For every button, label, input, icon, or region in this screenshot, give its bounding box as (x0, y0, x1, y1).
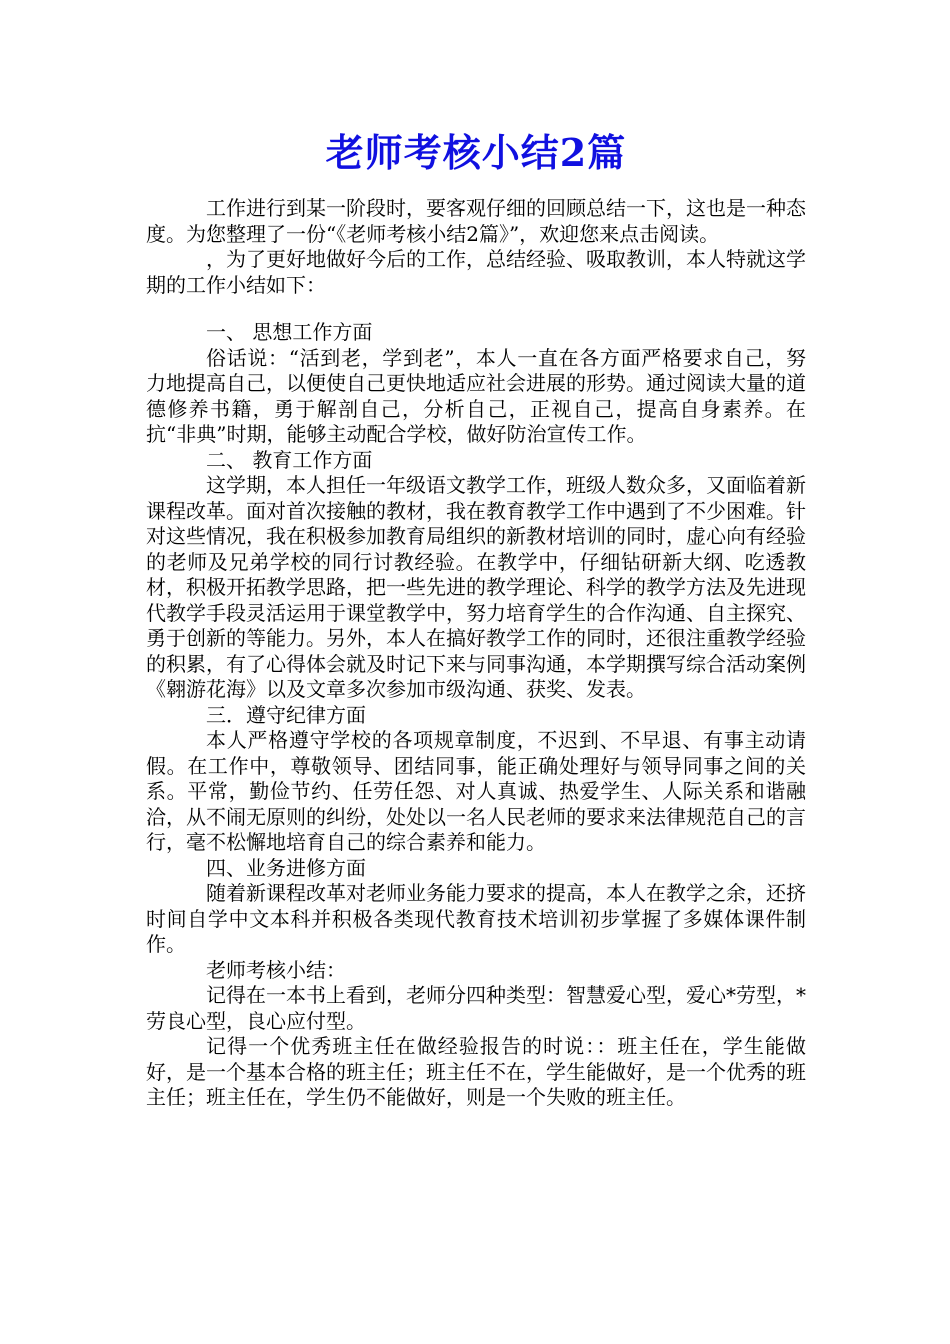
summary-paragraph-1: 记得在一本书上看到，老师分四种类型：智慧爱心型，爱心*劳型，*劳良心型，良心应付型。 (146, 983, 806, 1033)
paragraph-gap (146, 298, 806, 320)
section-heading-training: 四、业务进修方面 (206, 855, 366, 880)
section-heading-education: 二、 教育工作方面 (206, 447, 373, 472)
summary-paragraph-2: 记得一个优秀班主任在做经验报告的时说：：班主任在，学生能做好，是一个基本合格的班主任；班主任不在，学生能做好，是一个优秀的班主任；班主任在，学生仍不能做好，则是一个失败的班主任。 (146, 1034, 806, 1109)
intro-paragraph-1: 工作进行到某一阶段时，要客观仔细的回顾总结一下，这也是一种态度。为您整理了一份“《老师考核小结2篇》”，欢迎您来点击阅读。 (146, 196, 806, 246)
section-body-thought: 俗话说：“活到老，学到老”，本人一直在各方面严格要求自己，努力地提高自己，以便使自己更快地适应社会进展的形势。通过阅读大量的道德修养书籍，勇于解剖自己，分析自己，正视自己，提高自身素养。在抗“非典”时期，能够主动配合学校，做好防治宣传工作。 (146, 345, 806, 446)
document-title: 老师考核小结2篇 (325, 130, 627, 175)
section-body-education: 这学期，本人担任一年级语文教学工作，班级人数众多，又面临着新课程改革。面对首次接触的教材，我在教育教学工作中遇到了不少困难。针对这些情况，我在积极参加教育局组织的新教材培训的同时，虚心向有经验的老师及兄弟学校的同行讨教经验。在教学中，仔细钻研新大纲、吃透教材，积极开拓教学思路，把一些先进的教学理论、科学的教学方法及先进现代教学手段灵活运用于课堂教学中，努力培育学生的合作沟通、自主探究、勇于创新的等能力。另外，本人在搞好教学工作的同时，还很注重教学经验的积累，有了心得体会就及时记下来与同事沟通，本学期撰写综合活动案例《翱游花海》以及文章多次参加市级沟通、获奖、发表。 (146, 473, 806, 701)
section-body-training: 随着新课程改革对老师业务能力要求的提高，本人在教学之余，还挤时间自学中文本科并积极各类现代教育技术培训初步掌握了多媒体课件制作。 (146, 881, 806, 956)
section-heading-thought: 一、 思想工作方面 (206, 320, 373, 344)
document-page (146, 128, 806, 1111)
summary-heading: 老师考核小结： (206, 957, 346, 982)
section-heading-discipline: 三．遵守纪律方面 (206, 702, 366, 727)
intro-paragraph-2: ，为了更好地做好今后的工作，总结经验、吸取教训，本人特就这学期的工作小结如下： (146, 247, 806, 297)
section-body-discipline: 本人严格遵守学校的各项规章制度，不迟到、不早退、有事主动请假。在工作中，尊敬领导、团结同事，能正确处理好与领导同事之间的关系。平常，勤俭节约、任劳任怨、对人真诚、热爱学生、人际关系和谐融洽，从不闹无原则的纠纷，处处以一名人民老师的要求来法律规范自己的言行，毫不松懈地培育自己的综合素养和能力。 (146, 728, 806, 854)
